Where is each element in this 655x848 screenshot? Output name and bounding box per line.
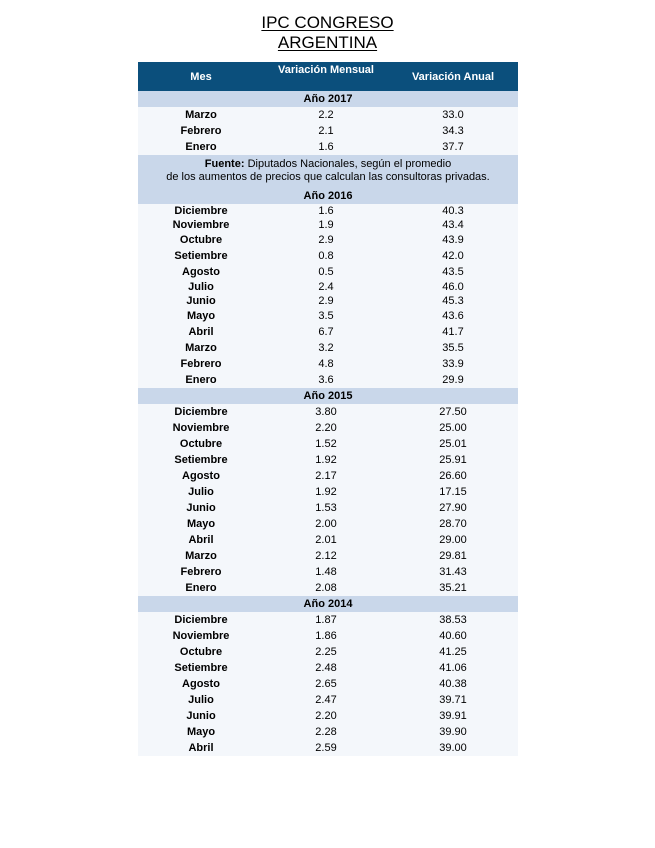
annual-variation-cell: 39.90 xyxy=(439,726,467,738)
month-cell: Abril xyxy=(188,742,214,754)
month-cell: Febrero xyxy=(180,125,222,137)
table-row xyxy=(138,248,518,264)
annual-variation-cell: 39.91 xyxy=(439,710,467,722)
table-row xyxy=(138,644,518,660)
month-cell: Marzo xyxy=(185,342,217,354)
header-variacion-mensual: Variación Mensual xyxy=(278,64,374,76)
annual-variation-cell: 34.3 xyxy=(442,125,464,137)
monthly-variation-cell: 3.80 xyxy=(315,406,337,418)
table-row xyxy=(138,500,518,516)
month-cell: Mayo xyxy=(186,518,216,530)
monthly-variation-cell: 1.48 xyxy=(315,566,337,578)
header-mes: Mes xyxy=(190,71,212,83)
monthly-variation-cell: 1.92 xyxy=(315,486,337,498)
year-header: Año 2014 xyxy=(138,596,518,612)
monthly-variation-cell: 2.59 xyxy=(315,742,337,754)
month-cell: Enero xyxy=(185,582,217,594)
annual-variation-cell: 37.7 xyxy=(442,141,464,153)
source-label: Fuente: xyxy=(204,158,245,170)
table-row xyxy=(138,548,518,564)
source-text-line-1: Diputados Nacionales, según el promedio xyxy=(244,158,452,170)
annual-variation-cell: 26.60 xyxy=(439,470,467,482)
monthly-variation-cell: 2.00 xyxy=(315,518,337,530)
month-cell: Enero xyxy=(185,374,217,386)
month-cell: Mayo xyxy=(186,726,216,738)
annual-variation-cell: 40.3 xyxy=(442,205,464,217)
month-cell: Marzo xyxy=(185,109,217,121)
month-cell: Marzo xyxy=(185,550,217,562)
month-cell: Junio xyxy=(186,710,216,722)
monthly-variation-cell: 2.9 xyxy=(318,234,334,246)
monthly-variation-cell: 1.9 xyxy=(318,219,334,231)
monthly-variation-cell: 2.28 xyxy=(315,726,337,738)
month-cell: Febrero xyxy=(180,358,222,370)
title-line-1: IPC CONGRESO xyxy=(261,13,394,32)
annual-variation-cell: 39.71 xyxy=(439,694,467,706)
month-cell: Agosto xyxy=(182,470,220,482)
monthly-variation-cell: 2.20 xyxy=(315,710,337,722)
monthly-variation-cell: 2.48 xyxy=(315,662,337,674)
month-cell: Febrero xyxy=(180,566,222,578)
monthly-variation-cell: 2.4 xyxy=(318,281,334,293)
month-cell: Julio xyxy=(188,694,214,706)
month-cell: Setiembre xyxy=(174,454,228,466)
table-row xyxy=(138,708,518,724)
table-row xyxy=(138,692,518,708)
annual-variation-cell: 29.9 xyxy=(442,374,464,386)
table-row xyxy=(138,436,518,452)
table-row xyxy=(138,452,518,468)
month-cell: Diciembre xyxy=(174,205,228,217)
annual-variation-cell: 40.38 xyxy=(439,678,467,690)
month-cell: Agosto xyxy=(182,266,220,278)
monthly-variation-cell: 0.5 xyxy=(318,266,334,278)
monthly-variation-cell: 2.9 xyxy=(318,295,334,307)
month-cell: Agosto xyxy=(182,678,220,690)
table-row xyxy=(138,107,518,123)
table-body xyxy=(138,91,518,756)
table-row xyxy=(138,532,518,548)
annual-variation-cell: 25.00 xyxy=(439,422,467,434)
annual-variation-cell: 17.15 xyxy=(439,486,467,498)
annual-variation-cell: 41.7 xyxy=(442,326,464,338)
month-cell: Octubre xyxy=(179,438,223,450)
monthly-variation-cell: 2.01 xyxy=(315,534,337,546)
year-header: Año 2015 xyxy=(138,388,518,404)
table-row xyxy=(138,628,518,644)
monthly-variation-cell: 1.6 xyxy=(318,205,334,217)
monthly-variation-cell: 1.86 xyxy=(315,630,337,642)
annual-variation-cell: 40.60 xyxy=(439,630,467,642)
annual-variation-cell: 42.0 xyxy=(442,250,464,262)
month-cell: Noviembre xyxy=(172,219,230,231)
month-cell: Junio xyxy=(186,295,216,307)
table-row xyxy=(138,264,518,280)
annual-variation-cell: 43.5 xyxy=(442,266,464,278)
month-cell: Julio xyxy=(188,486,214,498)
month-cell: Octubre xyxy=(179,646,223,658)
ipc-table xyxy=(138,62,518,756)
annual-variation-cell: 43.4 xyxy=(442,219,464,231)
year-header: Año 2017 xyxy=(138,91,518,107)
table-row xyxy=(138,356,518,372)
annual-variation-cell: 39.00 xyxy=(439,742,467,754)
annual-variation-cell: 35.5 xyxy=(442,342,464,354)
source-text-line-2: de los aumentos de precios que calculan las consultoras privadas. xyxy=(166,171,490,183)
table-row xyxy=(138,123,518,139)
month-cell: Setiembre xyxy=(174,250,228,262)
table-row xyxy=(138,308,518,324)
table-row xyxy=(138,564,518,580)
table-row xyxy=(138,232,518,248)
month-cell: Abril xyxy=(188,534,214,546)
annual-variation-cell: 38.53 xyxy=(439,614,467,626)
monthly-variation-cell: 2.17 xyxy=(315,470,337,482)
table-row xyxy=(138,372,518,388)
monthly-variation-cell: 1.52 xyxy=(315,438,337,450)
annual-variation-cell: 27.50 xyxy=(439,406,467,418)
annual-variation-cell: 35.21 xyxy=(439,582,467,594)
monthly-variation-cell: 2.1 xyxy=(318,125,334,137)
table-row xyxy=(138,660,518,676)
monthly-variation-cell: 2.65 xyxy=(315,678,337,690)
table-row xyxy=(138,340,518,356)
month-cell: Julio xyxy=(188,281,214,293)
month-cell: Abril xyxy=(188,326,214,338)
table-row xyxy=(138,139,518,155)
month-cell: Setiembre xyxy=(174,662,228,674)
month-cell: Enero xyxy=(185,141,217,153)
year-header: Año 2016 xyxy=(138,188,518,204)
monthly-variation-cell: 1.87 xyxy=(315,614,337,626)
table-row xyxy=(138,676,518,692)
month-cell: Octubre xyxy=(179,234,223,246)
annual-variation-cell: 45.3 xyxy=(442,295,464,307)
title-line-2: ARGENTINA xyxy=(277,33,378,52)
month-cell: Noviembre xyxy=(172,422,230,434)
monthly-variation-cell: 1.6 xyxy=(318,141,334,153)
table-row xyxy=(138,280,518,294)
monthly-variation-cell: 2.20 xyxy=(315,422,337,434)
annual-variation-cell: 25.91 xyxy=(439,454,467,466)
month-cell: Diciembre xyxy=(174,614,228,626)
month-cell: Mayo xyxy=(186,310,216,322)
table-row xyxy=(138,612,518,628)
annual-variation-cell: 29.00 xyxy=(439,534,467,546)
monthly-variation-cell: 1.53 xyxy=(315,502,337,514)
annual-variation-cell: 33.9 xyxy=(442,358,464,370)
monthly-variation-cell: 3.2 xyxy=(318,342,334,354)
document-title xyxy=(0,13,655,53)
annual-variation-cell: 41.06 xyxy=(439,662,467,674)
month-cell: Junio xyxy=(186,502,216,514)
table-row xyxy=(138,516,518,532)
month-cell: Noviembre xyxy=(172,630,230,642)
monthly-variation-cell: 1.92 xyxy=(315,454,337,466)
monthly-variation-cell: 3.5 xyxy=(318,310,334,322)
table-row xyxy=(138,218,518,232)
annual-variation-cell: 27.90 xyxy=(439,502,467,514)
annual-variation-cell: 46.0 xyxy=(442,281,464,293)
annual-variation-cell: 43.6 xyxy=(442,310,464,322)
table-row xyxy=(138,404,518,420)
monthly-variation-cell: 6.7 xyxy=(318,326,334,338)
monthly-variation-cell: 0.8 xyxy=(318,250,334,262)
table-row xyxy=(138,420,518,436)
table-header xyxy=(138,62,518,91)
annual-variation-cell: 25.01 xyxy=(439,438,467,450)
table-row xyxy=(138,468,518,484)
table-row xyxy=(138,740,518,756)
annual-variation-cell: 33.0 xyxy=(442,109,464,121)
monthly-variation-cell: 3.6 xyxy=(318,374,334,386)
annual-variation-cell: 31.43 xyxy=(439,566,467,578)
table-row xyxy=(138,724,518,740)
month-cell: Diciembre xyxy=(174,406,228,418)
table-row xyxy=(138,324,518,340)
annual-variation-cell: 41.25 xyxy=(439,646,467,658)
table-row xyxy=(138,580,518,596)
monthly-variation-cell: 2.47 xyxy=(315,694,337,706)
monthly-variation-cell: 2.2 xyxy=(318,109,334,121)
table-row xyxy=(138,294,518,308)
monthly-variation-cell: 4.8 xyxy=(318,358,334,370)
source-note xyxy=(138,155,518,188)
table-row xyxy=(138,484,518,500)
annual-variation-cell: 29.81 xyxy=(439,550,467,562)
monthly-variation-cell: 2.25 xyxy=(315,646,337,658)
annual-variation-cell: 43.9 xyxy=(442,234,464,246)
monthly-variation-cell: 2.12 xyxy=(315,550,337,562)
monthly-variation-cell: 2.08 xyxy=(315,582,337,594)
annual-variation-cell: 28.70 xyxy=(439,518,467,530)
table-row xyxy=(138,204,518,218)
header-variacion-anual: Variación Anual xyxy=(411,71,495,83)
